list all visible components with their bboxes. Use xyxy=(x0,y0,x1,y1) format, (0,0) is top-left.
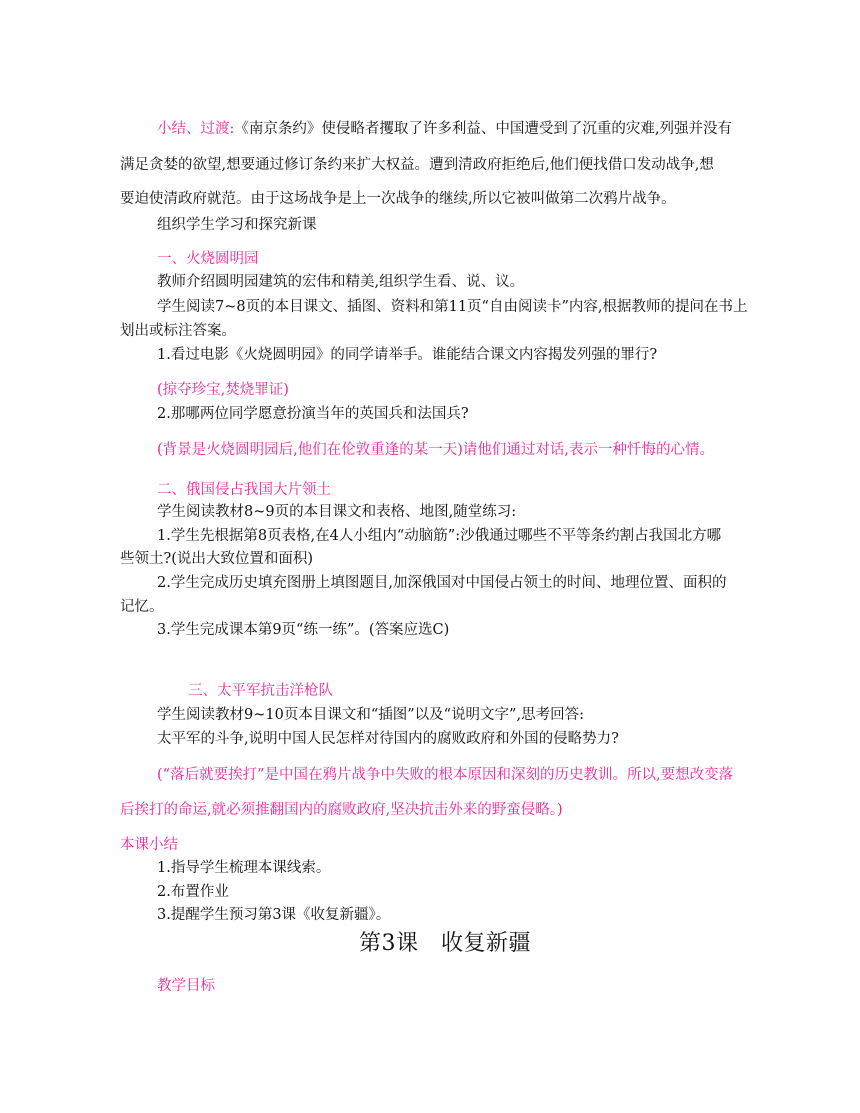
section1-question-1: 1.看过电影《火烧圆明园》的同学请举手。谁能结合课文内容揭发列强的罪行? xyxy=(157,347,658,363)
section2-item-2-line-2: 记忆。 xyxy=(120,599,164,615)
summary-item-1: 1.指导学生梳理本课线索。 xyxy=(157,860,331,876)
section2-heading: 二、俄国侵占我国大片领土 xyxy=(157,482,331,498)
section3-answer-line-2: 后挨打的命运,就必须推翻国内的腐败政府,坚决抗击外来的野蛮侵略。) xyxy=(120,802,563,818)
section3-intro: 学生阅读教材9~10页本目课文和“插图”以及“说明文字”,思考回答: xyxy=(157,707,584,723)
section1-read-line-2: 划出或标注答案。 xyxy=(120,323,236,339)
section1-answer-2: (背景是火烧圆明园后,他们在伦敦重逢的某一天)请他们通过对话,表示一种忏悔的心情。 xyxy=(157,442,715,458)
organize-text: 组织学生学习和探究新课 xyxy=(157,217,317,233)
section3-answer-line-1: (“落后就要挨打”是中国在鸦片战争中失败的根本原因和深刻的历史教训。所以,要想改变落 xyxy=(157,767,734,783)
intro-label: 小结、过渡: xyxy=(157,121,235,137)
intro-line-3: 要迫使清政府就范。由于这场战争是上一次战争的继续,所以它被叫做第二次鸦片战争。 xyxy=(120,191,676,207)
section2-item-2-line-1: 2.学生完成历史填充图册上填图题目,加深俄国对中国侵占领土的时间、地理位置、面积的 xyxy=(157,575,727,591)
section2-item-3: 3.学生完成课本第9页“练一练”。(答案应选C) xyxy=(157,622,450,638)
summary-heading: 本课小结 xyxy=(120,837,178,853)
intro-text-1: 《南京条约》使侵略者攫取了许多利益、中国遭受到了沉重的灾难,列强并没有 xyxy=(234,121,732,137)
section1-heading: 一、火烧圆明园 xyxy=(157,251,259,267)
section2-item-1-line-2: 些领土?(说出大致位置和面积) xyxy=(120,551,314,567)
section2-item-1-line-1: 1.学生先根据第8页表格,在4人小组内“动脑筋”:沙俄通过哪些不平等条约割占我国北方哪 xyxy=(157,528,722,544)
objectives-label: 教学目标 xyxy=(157,978,215,994)
section2-intro: 学生阅读教材8~9页的本目课文和表格、地图,随堂练习: xyxy=(157,504,517,520)
summary-item-3: 3.提醒学生预习第3课《收复新疆》。 xyxy=(157,907,391,923)
summary-item-2: 2.布置作业 xyxy=(157,884,229,900)
section1-read-line-1: 学生阅读7~8页的本目课文、插图、资料和第11页“自由阅读卡”内容,根据教师的提问在书上 xyxy=(157,299,748,315)
section1-answer-1: (掠夺珍宝,焚烧罪证) xyxy=(157,382,289,398)
section3-heading: 三、太平军抗击洋枪队 xyxy=(188,683,333,699)
intro-line-2: 满足贪婪的欲望,想要通过修订条约来扩大权益。遭到清政府拒绝后,他们便找借口发动战争,想 xyxy=(120,157,714,173)
section1-question-2: 2.那哪两位同学愿意扮演当年的英国兵和法国兵? xyxy=(157,406,469,422)
section3-question: 太平军的斗争,说明中国人民怎样对待国内的腐败政府和外国的侵略势力? xyxy=(157,731,619,747)
intro-line-1 xyxy=(157,120,732,138)
section1-intro: 教师介绍圆明园建筑的宏伟和精美,组织学生看、说、议。 xyxy=(157,274,525,290)
lesson-title: 第3课 收复新疆 xyxy=(359,931,531,956)
